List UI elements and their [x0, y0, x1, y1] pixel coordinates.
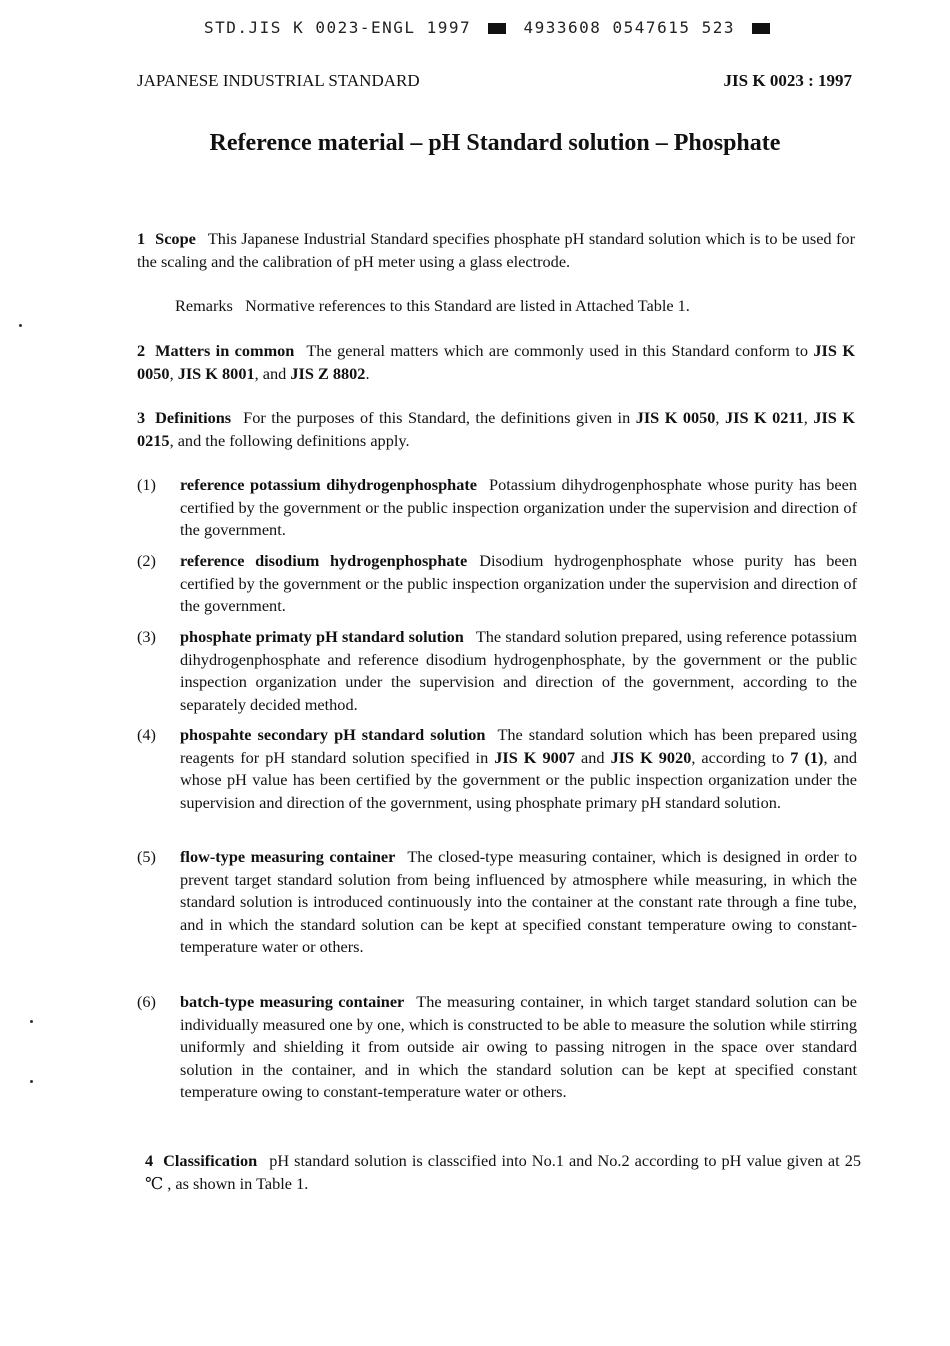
reference-link: JIS K 0050 [137, 341, 855, 383]
clause-scope [137, 228, 855, 273]
clause-number: 2 [137, 341, 146, 360]
clause-title: Classification [163, 1151, 258, 1170]
reference-link: JIS K 8001 [177, 363, 255, 383]
definition-item [137, 846, 857, 959]
document-stamp [204, 18, 776, 37]
page-title: Reference material – pH Standard solution – Phosphate [209, 130, 781, 156]
definition-text: The closed-type measuring container, which is designed in order to prevent target standard solution from being influenced by atmosphere while measuring, in which the standard solution is introduced continuously into the container at the constant rate through a fine tube, and in which the standard solution can be kept at specified constant temperature owing to constant-temperature water or others. [180, 847, 857, 956]
reference-link: JIS K 9020 [610, 747, 692, 767]
clause-text: pH standard solution is classcified into No.1 and No.2 according to pH value given at 25 ℃ , as shown in Table 1. [145, 1151, 861, 1193]
clause-number: 4 [145, 1151, 154, 1170]
definition-item: (4) phospahte secondary pH standard solution The standard solution which has been prepared using reagents for pH standard solution specified in JIS K 9007 and JIS K 9020, according to 7 (1), and whose pH value has been certified by the government or the public inspection organization under the supervision and direction of the government, using phosphate primary pH standard solution. [137, 725, 858, 812]
defined-term: reference disodium hydrogenphosphate [180, 551, 468, 570]
defined-term: batch-type measuring container [180, 992, 405, 1011]
reference-link: JIS K 9007 [494, 747, 576, 767]
item-number: (4) [137, 725, 156, 744]
reference-link: JIS K 0050 [635, 408, 716, 427]
reference-link: JIS K 0215 [137, 408, 855, 450]
definition-text: according to [701, 747, 785, 767]
clause-classification [145, 1150, 861, 1195]
remarks-label: Remarks [175, 296, 233, 315]
remarks [137, 295, 855, 318]
stamp-id: STD.JIS K 0023-ENGL 1997 [204, 18, 472, 37]
reference-link: JIS Z 8802 [290, 363, 366, 383]
item-number: (5) [137, 847, 156, 866]
definition-item [137, 474, 857, 542]
definition-item [137, 550, 857, 618]
clause-title: Matters in common [155, 341, 295, 360]
definition-item [137, 991, 857, 1104]
remarks-text: Normative references to this Standard are listed in Attached Table 1. [245, 296, 690, 315]
header-standard-label: JAPANESE INDUSTRIAL STANDARD [137, 71, 420, 90]
stamp-code: 4933608 0547615 523 [523, 18, 735, 37]
clause-title: Scope [155, 229, 196, 248]
reference-link: JIS K 0211 [724, 408, 804, 427]
defined-term: flow-type measuring container [180, 847, 396, 866]
conjunction: and [262, 363, 287, 383]
defined-term: phosphate primaty pH standard solution [180, 627, 464, 646]
clause-definitions: 3 Definitions For the purposes of this Standard, the definitions given in JIS K 0050, JIS K 0211, JIS K 0215, and the following definitions apply. [137, 408, 855, 450]
definition-text: Potassium dihydrogenphosphate whose purity has been certified by the government or the public inspection organization under the supervision and direction of the government. [180, 475, 857, 539]
clause-number: 1 [137, 229, 146, 248]
stamp-bar-icon [488, 23, 506, 34]
clause-text: For the purposes of this Standard, the definitions given in [243, 408, 631, 427]
clause-text: This Japanese Industrial Standard specifies phosphate pH standard solution which is to be used for the scaling and the calibration of pH meter using a glass electrode. [137, 229, 855, 271]
definition-item [137, 626, 857, 716]
conjunction: and [581, 747, 605, 767]
definition-text: Disodium hydrogenphosphate whose purity has been certified by the government or the public inspection organization under the supervision and direction of the government. [180, 551, 858, 615]
defined-term: reference potassium dihydrogenphosphate [180, 475, 478, 494]
clause-number: 3 [137, 408, 146, 427]
reference-link: 7 (1) [790, 747, 824, 767]
defined-term: phospahte secondary pH standard solution [180, 725, 486, 744]
item-number: (1) [137, 475, 156, 494]
header-standard-number: JIS K 0023 : 1997 [723, 71, 852, 90]
definition-text: The standard solution prepared, using reference potassium dihydrogenphosphate and reference disodium hydrogenphosphate, by the government or the public inspection organization under the supervision and direction of the government, according to the separately decided method. [180, 627, 857, 714]
scan-mark [30, 1080, 33, 1083]
clause-text: and the following definitions apply. [177, 430, 410, 450]
stamp-bar-icon [752, 23, 770, 34]
scan-mark [30, 1020, 33, 1023]
definition-text: The standard solution which has been prepared using reagents for pH standard solution specified in [180, 725, 857, 767]
item-number: (2) [137, 551, 156, 570]
scan-mark [19, 324, 22, 327]
item-number: (6) [137, 992, 156, 1011]
definition-text: and whose pH value has been certified by the government or the public inspection organization under the supervision and direction of the government, using phosphate primary pH standard solution. [180, 747, 858, 812]
definition-text: The measuring container, in which target standard solution can be individually measured one by one, which is constructed to be able to measure the solution while stirring uniformly and shielding it from outside air owing to passing nitrogen in the space over standard solution in the container, and in which the standard solution can be kept at specified constant temperature owing to constant-temperature water or others. [180, 992, 858, 1101]
clause-title: Definitions [155, 408, 232, 427]
clause-matters: 2 Matters in common The general matters which are commonly used in this Standard conform to JIS K 0050, JIS K 8001, and JIS Z 8802. [137, 341, 855, 383]
clause-text: The general matters which are commonly used in this Standard conform to [306, 341, 808, 360]
item-number: (3) [137, 627, 156, 646]
